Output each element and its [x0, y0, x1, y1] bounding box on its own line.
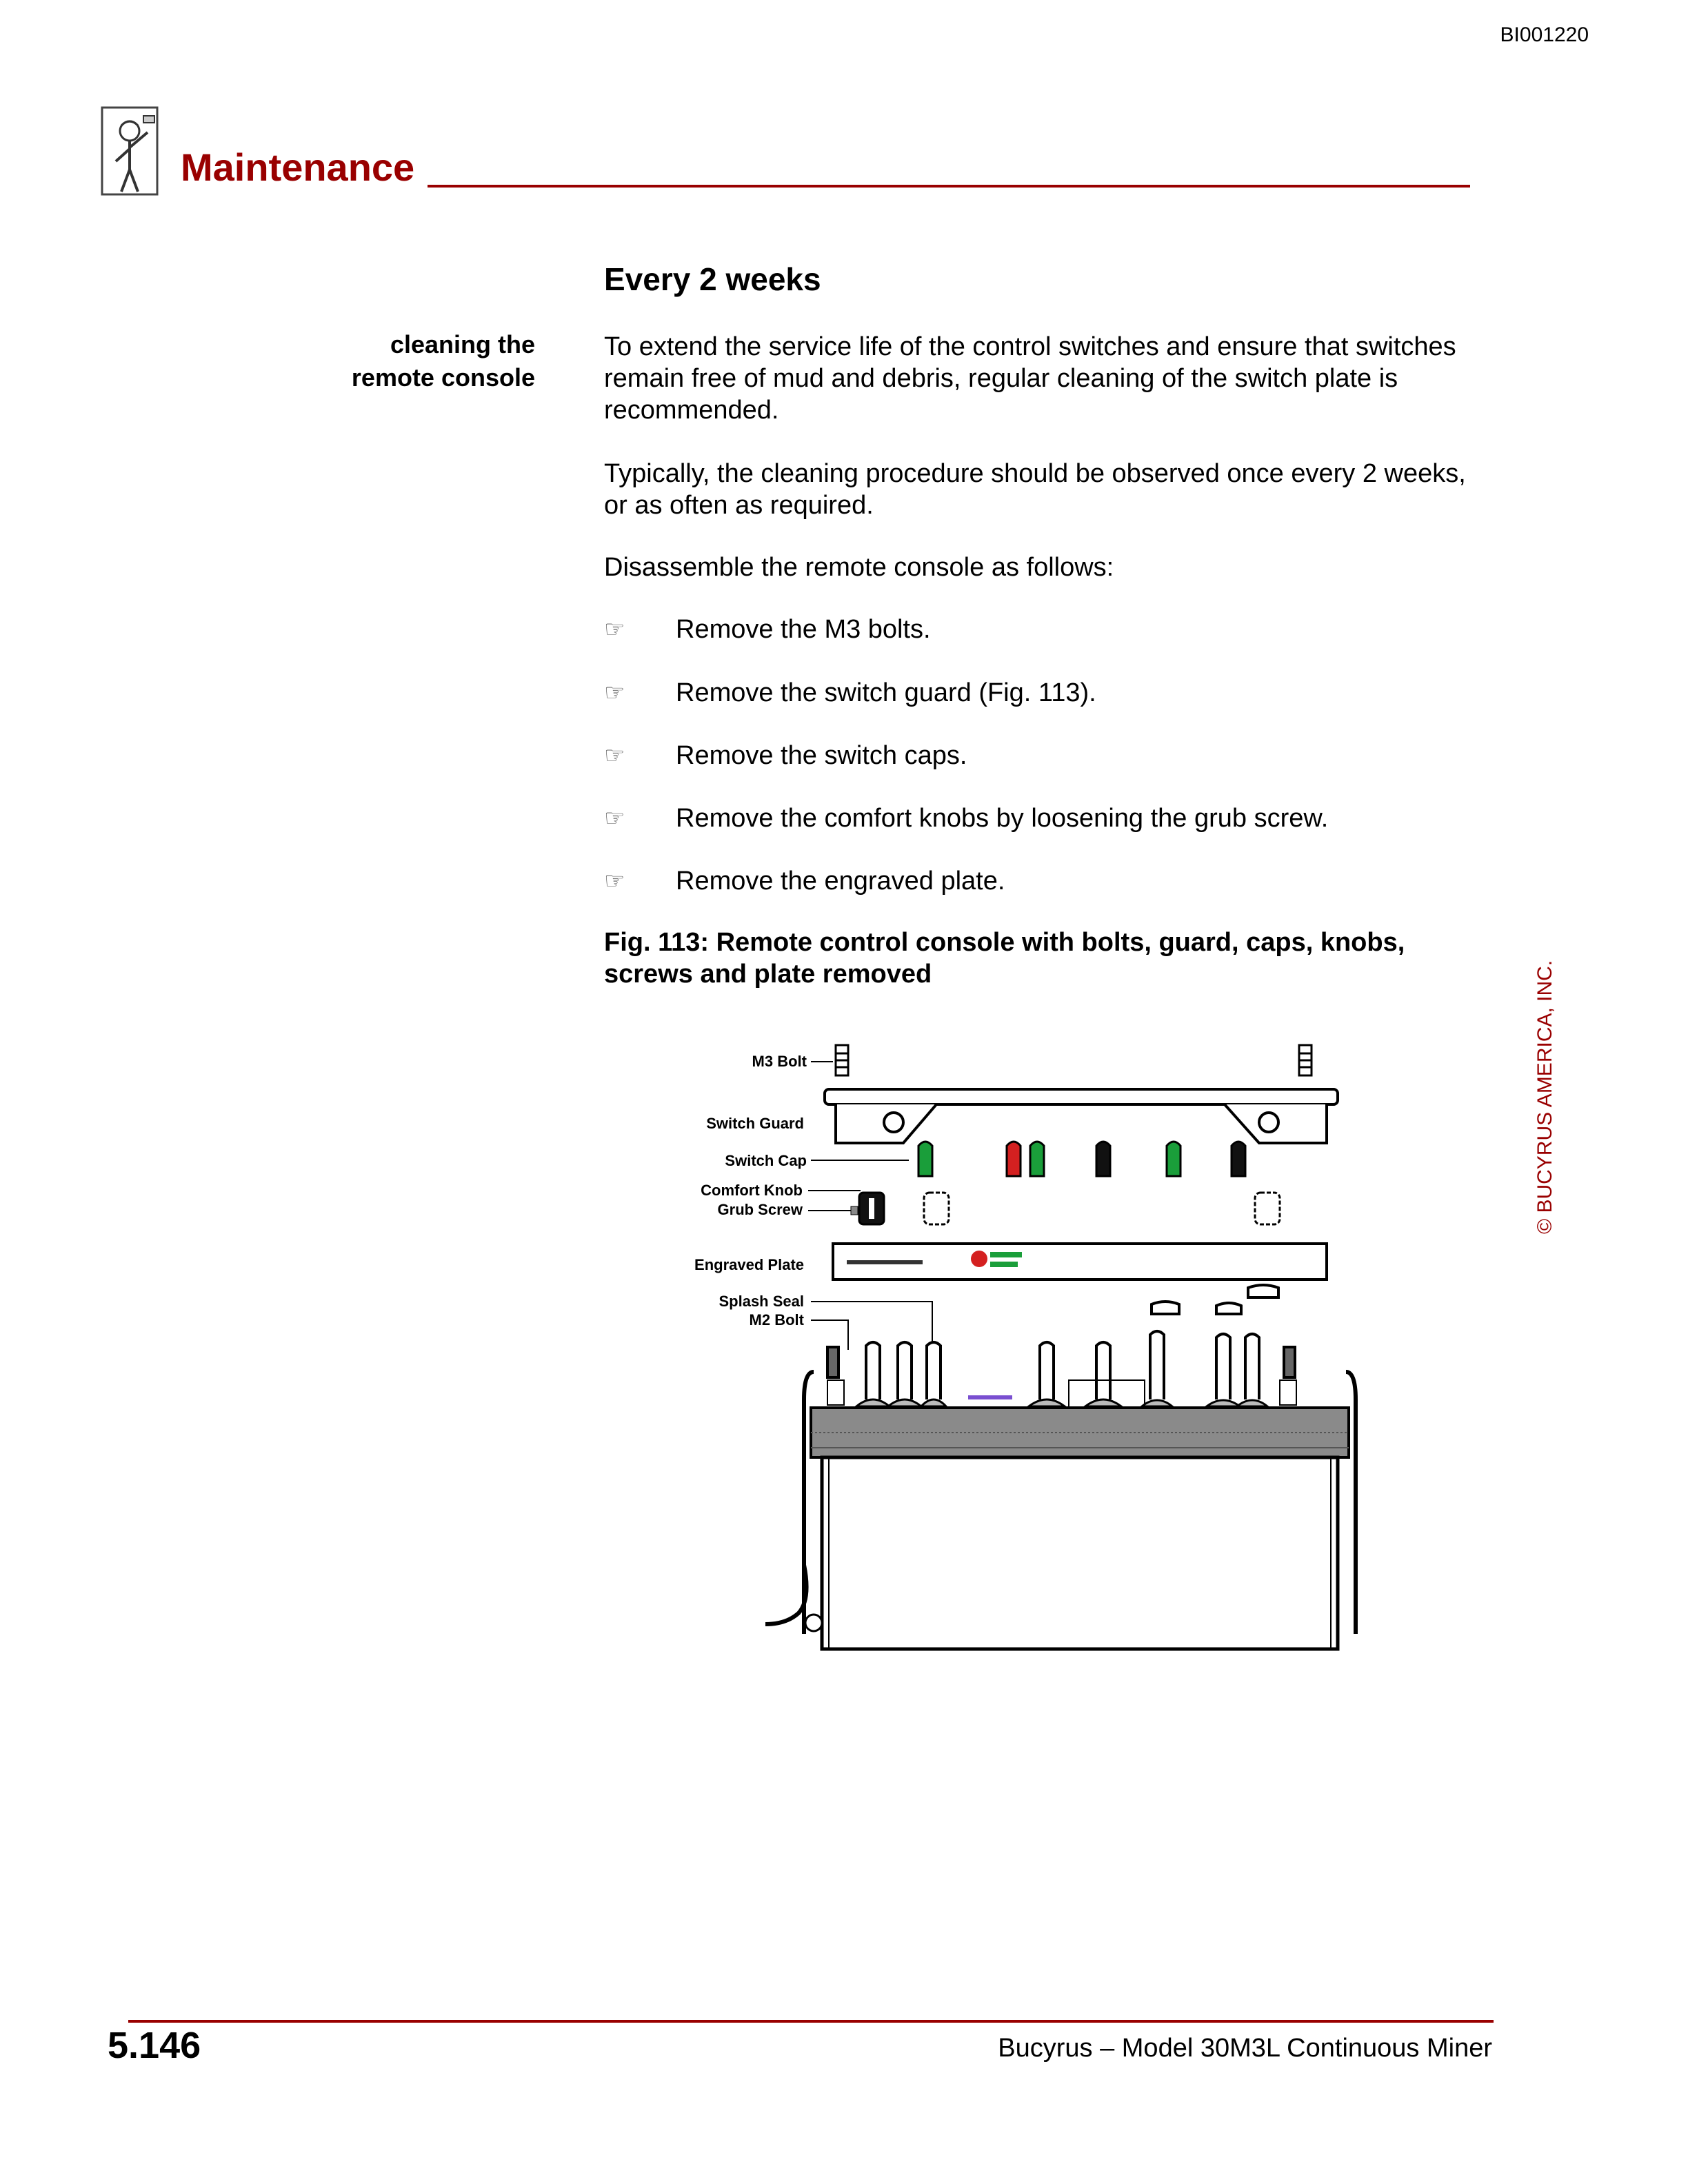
label-engraved-plate: Engraved Plate	[694, 1256, 804, 1273]
paragraph-3: Disassemble the remote console as follows:	[604, 553, 1114, 582]
side-label-line-1: cleaning the	[390, 330, 535, 358]
step-1: Remove the M3 bolts.	[676, 615, 931, 644]
console-cable	[765, 1565, 807, 1624]
label-switch-cap: Switch Cap	[725, 1152, 807, 1169]
copyright-notice: © BUCYRUS AMERICA, INC.	[1534, 960, 1556, 1234]
paragraph-2: Typically, the cleaning procedure should be observed once every 2 weeks, or as often as required.	[604, 459, 1466, 520]
bolt-seat-right	[1280, 1380, 1296, 1405]
document-id: BI001220	[1500, 23, 1589, 46]
switch-bases	[856, 1399, 1267, 1406]
label-m2-bolt: M2 Bolt	[749, 1311, 804, 1328]
side-label	[245, 328, 535, 394]
side-label-line-2: remote console	[351, 363, 535, 392]
section-title-rule	[428, 185, 1470, 188]
console-body	[822, 1457, 1338, 1649]
comfort-knobs	[851, 1193, 1280, 1224]
step-4: Remove the comfort knobs by loosening the grub screw.	[676, 804, 1329, 833]
footer-title: Bucyrus – Model 30M3L Continuous Miner	[998, 2034, 1492, 2063]
section-title: Maintenance	[181, 145, 415, 189]
mechanic-icon	[97, 103, 165, 200]
label-grub-screw: Grub Screw	[717, 1201, 803, 1218]
splash-seals	[1152, 1285, 1278, 1314]
step-5: Remove the engraved plate.	[676, 867, 1005, 896]
indicator-strip	[968, 1395, 1012, 1399]
bolt-seat-left	[827, 1380, 844, 1405]
switch-guard	[825, 1089, 1338, 1143]
label-m3-bolt: M3 Bolt	[752, 1053, 807, 1070]
footer-rule	[128, 2020, 1494, 2023]
label-switch-guard: Switch Guard	[706, 1115, 804, 1132]
pointing-hand-icon: ☞	[604, 805, 625, 831]
engraved-plate	[833, 1244, 1327, 1280]
pointing-hand-icon: ☞	[604, 616, 625, 643]
pointing-hand-icon: ☞	[604, 868, 625, 894]
pointing-hand-icon: ☞	[604, 742, 625, 769]
step-3: Remove the switch caps.	[676, 741, 967, 770]
step-2: Remove the switch guard (Fig. 113).	[676, 678, 1096, 707]
label-splash-seal: Splash Seal	[719, 1293, 804, 1310]
paragraph-1: To extend the service life of the control switches and ensure that switches remain free of mud and debris, regular cleaning of the switch plate is recommended.	[604, 332, 1456, 425]
subheading: Every 2 weeks	[604, 261, 821, 297]
page-number: 5.146	[108, 2025, 201, 2066]
pointing-hand-icon: ☞	[604, 680, 625, 706]
toggle-switches	[827, 1331, 1295, 1399]
figure-caption: Fig. 113: Remote control console with bolts, guard, caps, knobs, screws and plate removed	[604, 928, 1405, 989]
switch-caps	[918, 1142, 1245, 1176]
console-top-band	[811, 1408, 1349, 1457]
cable-gland	[805, 1615, 822, 1631]
m3-bolt-left	[836, 1045, 848, 1075]
label-comfort-knob: Comfort Knob	[701, 1182, 803, 1199]
m3-bolt-right	[1299, 1045, 1312, 1075]
remote-console-exploded-figure	[676, 1027, 1365, 1661]
